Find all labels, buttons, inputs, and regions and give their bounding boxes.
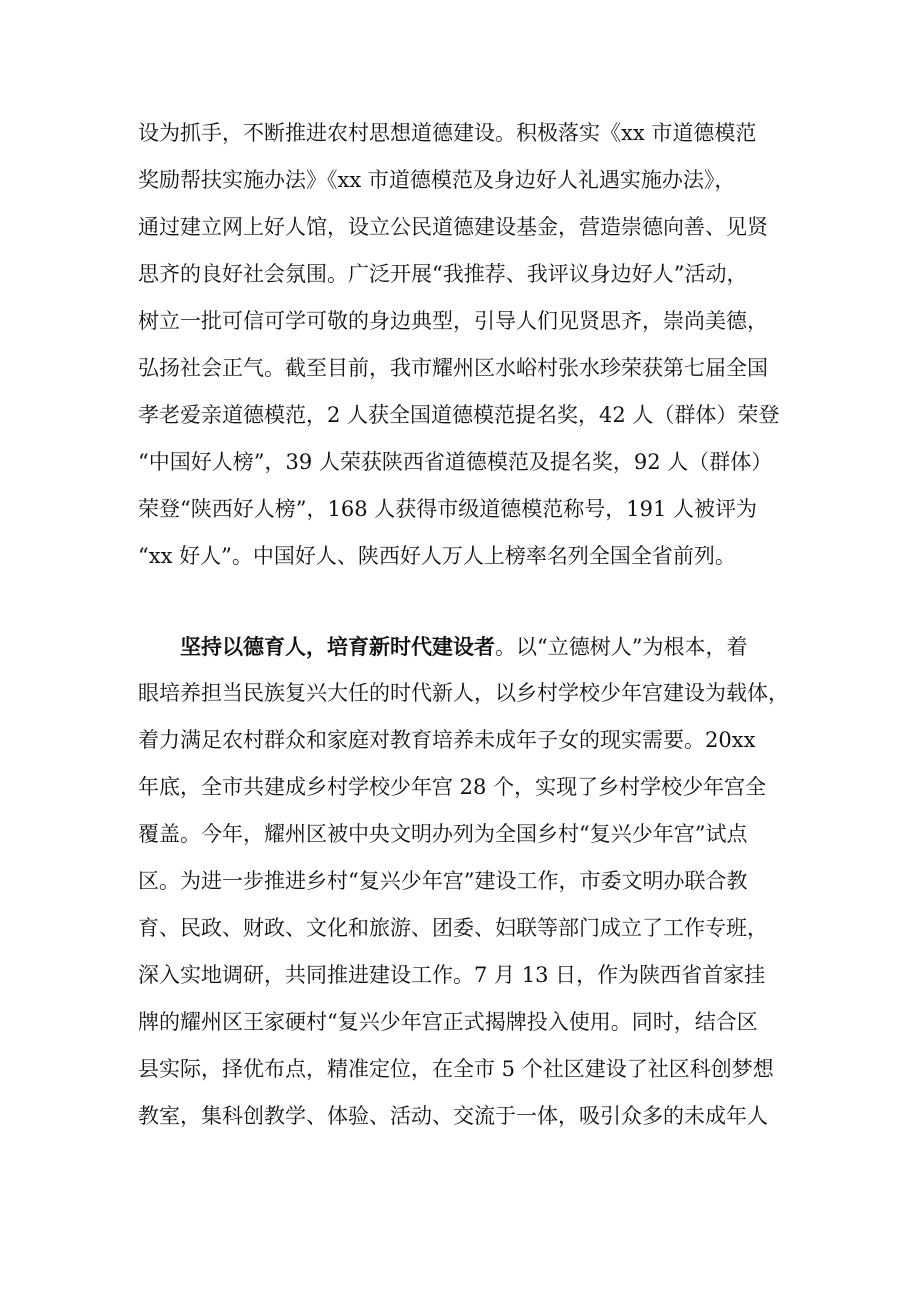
text-line: 年底，全市共建成乡村学校少年宫 28 个，实现了乡村学校少年宫全 xyxy=(138,775,767,799)
text-line: 牌的耀州区王家硬村“复兴少年宫正式揭牌投入使用。同时，结合区 xyxy=(138,1010,758,1034)
text-line: 思齐的良好社会氛围。广泛开展“我推荐、我评议身边好人”活动， xyxy=(138,262,748,286)
text-line: 深入实地调研，共同推进建设工作。7 月 13 日，作为陕西省首家挂 xyxy=(138,963,766,987)
text-line: 荣登“陕西好人榜”，168 人获得市级道德模范称号，191 人被评为 xyxy=(138,497,757,521)
text-line-first xyxy=(138,623,798,670)
text-line: 奖励帮扶实施办法》《xx 市道德模范及身边好人礼遇实施办法》， xyxy=(138,168,736,192)
paragraph-moral-models xyxy=(138,110,798,580)
text-line: 孝老爱亲道德模范，2 人获全国道德模范提名奖，42 人（群体）荣登 xyxy=(138,403,780,427)
text-line: 设为抓手，不断推进农村思想道德建设。积极落实《xx 市道德模范 xyxy=(138,121,757,145)
text-line: “xx 好人”。中国好人、陕西好人万人上榜率名列全国全省前列。 xyxy=(138,544,736,568)
text-line: 通过建立网上好人馆，设立公民道德建设基金，营造崇德向善、见贤 xyxy=(138,215,768,239)
paragraph-lead-heading: 坚持以德育人，培育新时代建设者 xyxy=(180,634,495,659)
text-line: “中国好人榜”，39 人荣获陕西省道德模范及提名奖，92 人（群体） xyxy=(138,450,773,474)
text-line: 树立一批可信可学可敬的身边典型，引导人们见贤思齐，崇尚美德， xyxy=(138,309,768,333)
text-line: 覆盖。今年，耀州区被中央文明办列为全国乡村“复兴少年宫”试点 xyxy=(138,822,748,846)
text-line: 区。为进一步推进乡村“复兴少年宫”建设工作，市委文明办联合教 xyxy=(138,869,748,893)
text-line: 县实际，择优布点，精准定位，在全市 5 个社区建设了社区科创梦想 xyxy=(138,1057,774,1081)
text-line: 教室，集科创教学、体验、活动、交流于一体，吸引众多的未成年人 xyxy=(138,1104,768,1128)
paragraph-youth-palace xyxy=(138,623,798,1140)
text-line: 着力满足农村群众和家庭对教育培养未成年子女的现实需要。20xx xyxy=(138,728,756,752)
text-line-rest: 。以“立德树人”为根本，着 xyxy=(495,635,748,659)
text-line: 育、民政、财政、文化和旅游、团委、妇联等部门成立了工作专班， xyxy=(138,916,768,940)
text-line: 眼培养担当民族复兴大任的时代新人，以乡村学校少年宫建设为载体， xyxy=(138,681,789,705)
text-line: 弘扬社会正气。截至目前，我市耀州区水峪村张水珍荣获第七届全国 xyxy=(138,356,768,380)
